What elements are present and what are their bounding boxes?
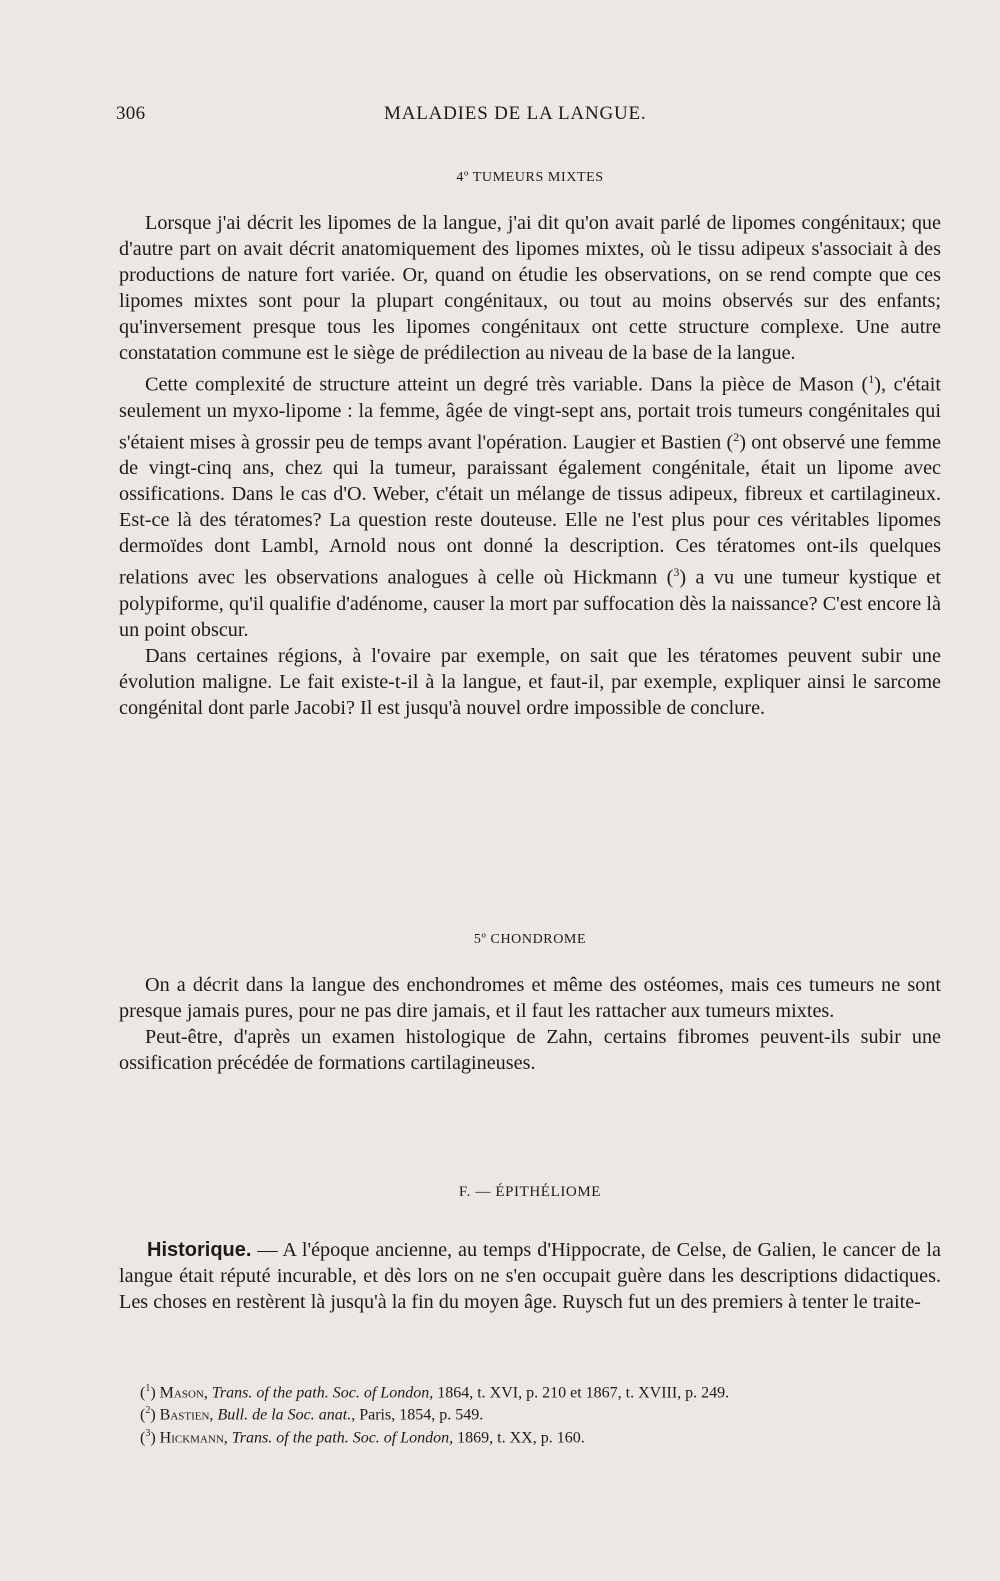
section-tumeurs-mixtes <box>119 170 941 721</box>
subsection-label: Historique. <box>147 1239 252 1261</box>
paragraph: Lorsque j'ai décrit les lipomes de la langue, j'ai dit qu'on avait parlé de lipomes congénitaux; que d'autre part on avait décrit anatomiquement des lipomes mixtes, où le tissu adipeux s'associait à des productions de nature fort variée. Or, quand on étudie les observations, on se rend compte que ces lipomes mixtes sont pour la plupart congénitaux, ou tout au moins observés sur des enfants; qu'inversement presque tous les lipomes congénitaux ont cette structure complexe. Une autre constatation commune est le siège de prédilection au niveau de la base de la langue. <box>119 212 941 364</box>
section-epitheliome <box>119 1184 941 1315</box>
section-heading: 5º CHONDROME <box>473 932 587 947</box>
footnote-ref: 3 <box>673 565 680 580</box>
section-heading: 4º TUMEURS MIXTES <box>456 170 604 185</box>
footnote-ref: 1 <box>868 372 875 386</box>
footnote: ($^2$) Bastien, Bull. de la Soc. anat., Paris, 1854, p. 549. <box>140 1405 484 1424</box>
paragraph: On a décrit dans la langue des enchondromes et même des ostéomes, mais ces tumeurs ne sont presque jamais pures, pour ne pas dire jamais, et il faut les rattacher aux tumeurs mixtes. <box>119 974 941 1022</box>
paragraph: Peut-être, d'après un examen histologique de Zahn, certains fibromes peuvent-ils subir une ossification précédée de formations cartilagineuses. <box>119 1026 941 1074</box>
footnote: ($^3$) Hickmann, Trans. of the path. Soc. of London, 1869, t. XX, p. 160. <box>140 1427 585 1446</box>
paragraph: Historique. — A l'époque ancienne, au temps d'Hippocrate, de Celse, de Galien, le cancer de la langue était réputé incurable, et dès lors on ne s'en occupait guère dans les descriptions didactiques. Les choses en restèrent là jusqu'à la fin du moyen âge. Ruysch fut un des premiers à tenter le traite- <box>119 1239 941 1313</box>
paragraph: Cette complexité de structure atteint un degré très variable. Dans la pièce de Mason ($^1$), c'était seulement un myxo-lipome : la femme, âgée de vingt-sept ans, portait trois tumeurs congénitales qui s'étaient mises à grossir peu de temps avant l'opération. Laugier et Bastien ($^2$) ont observé une femme de vingt-cinq ans, chez qui la tumeur, paraissant également congénitale, était un lipome avec ossifications. Dans le cas d'O. Weber, c'était un mélange de tissus adipeux, fibreux et cartilagineux. Est-ce là des tératomes? La question reste douteuse. Elle ne l'est plus pour ces véritables lipomes dermoïdes dont Lambl, Arnold nous ont donné la description. Ces tératomes ont-ils quelques relations avec les observations analogues à celle où Hickmann ($^3$) a vu une tumeur kystique et polypiforme, qu'il qualifie d'adénome, causer la mort par suffocation dès la naissance? C'est encore là un point obscur. <box>119 372 941 642</box>
section-chondrome <box>119 932 941 1076</box>
paragraph: Dans certaines régions, à l'ovaire par exemple, on sait que les tératomes peuvent subir une évolution maligne. Le fait existe-t-il à la langue, et faut-il, par exemple, expliquer ainsi le sarcome congénital dont parle Jacobi? Il est jusqu'à nouvel ordre impossible de conclure. <box>119 645 941 720</box>
page-number: 306 <box>116 103 146 124</box>
footnote-ref: 2 <box>733 429 740 444</box>
running-head: MALADIES DE LA LANGUE. <box>384 103 647 124</box>
footnotes <box>140 1380 940 1447</box>
section-heading: F. — ÉPITHÉLIOME <box>458 1184 602 1200</box>
footnote: ($^1$) Mason, Trans. of the path. Soc. of London, 1864, t. XVI, p. 210 et 1867, t. XVIII, p. 249. <box>140 1383 730 1402</box>
